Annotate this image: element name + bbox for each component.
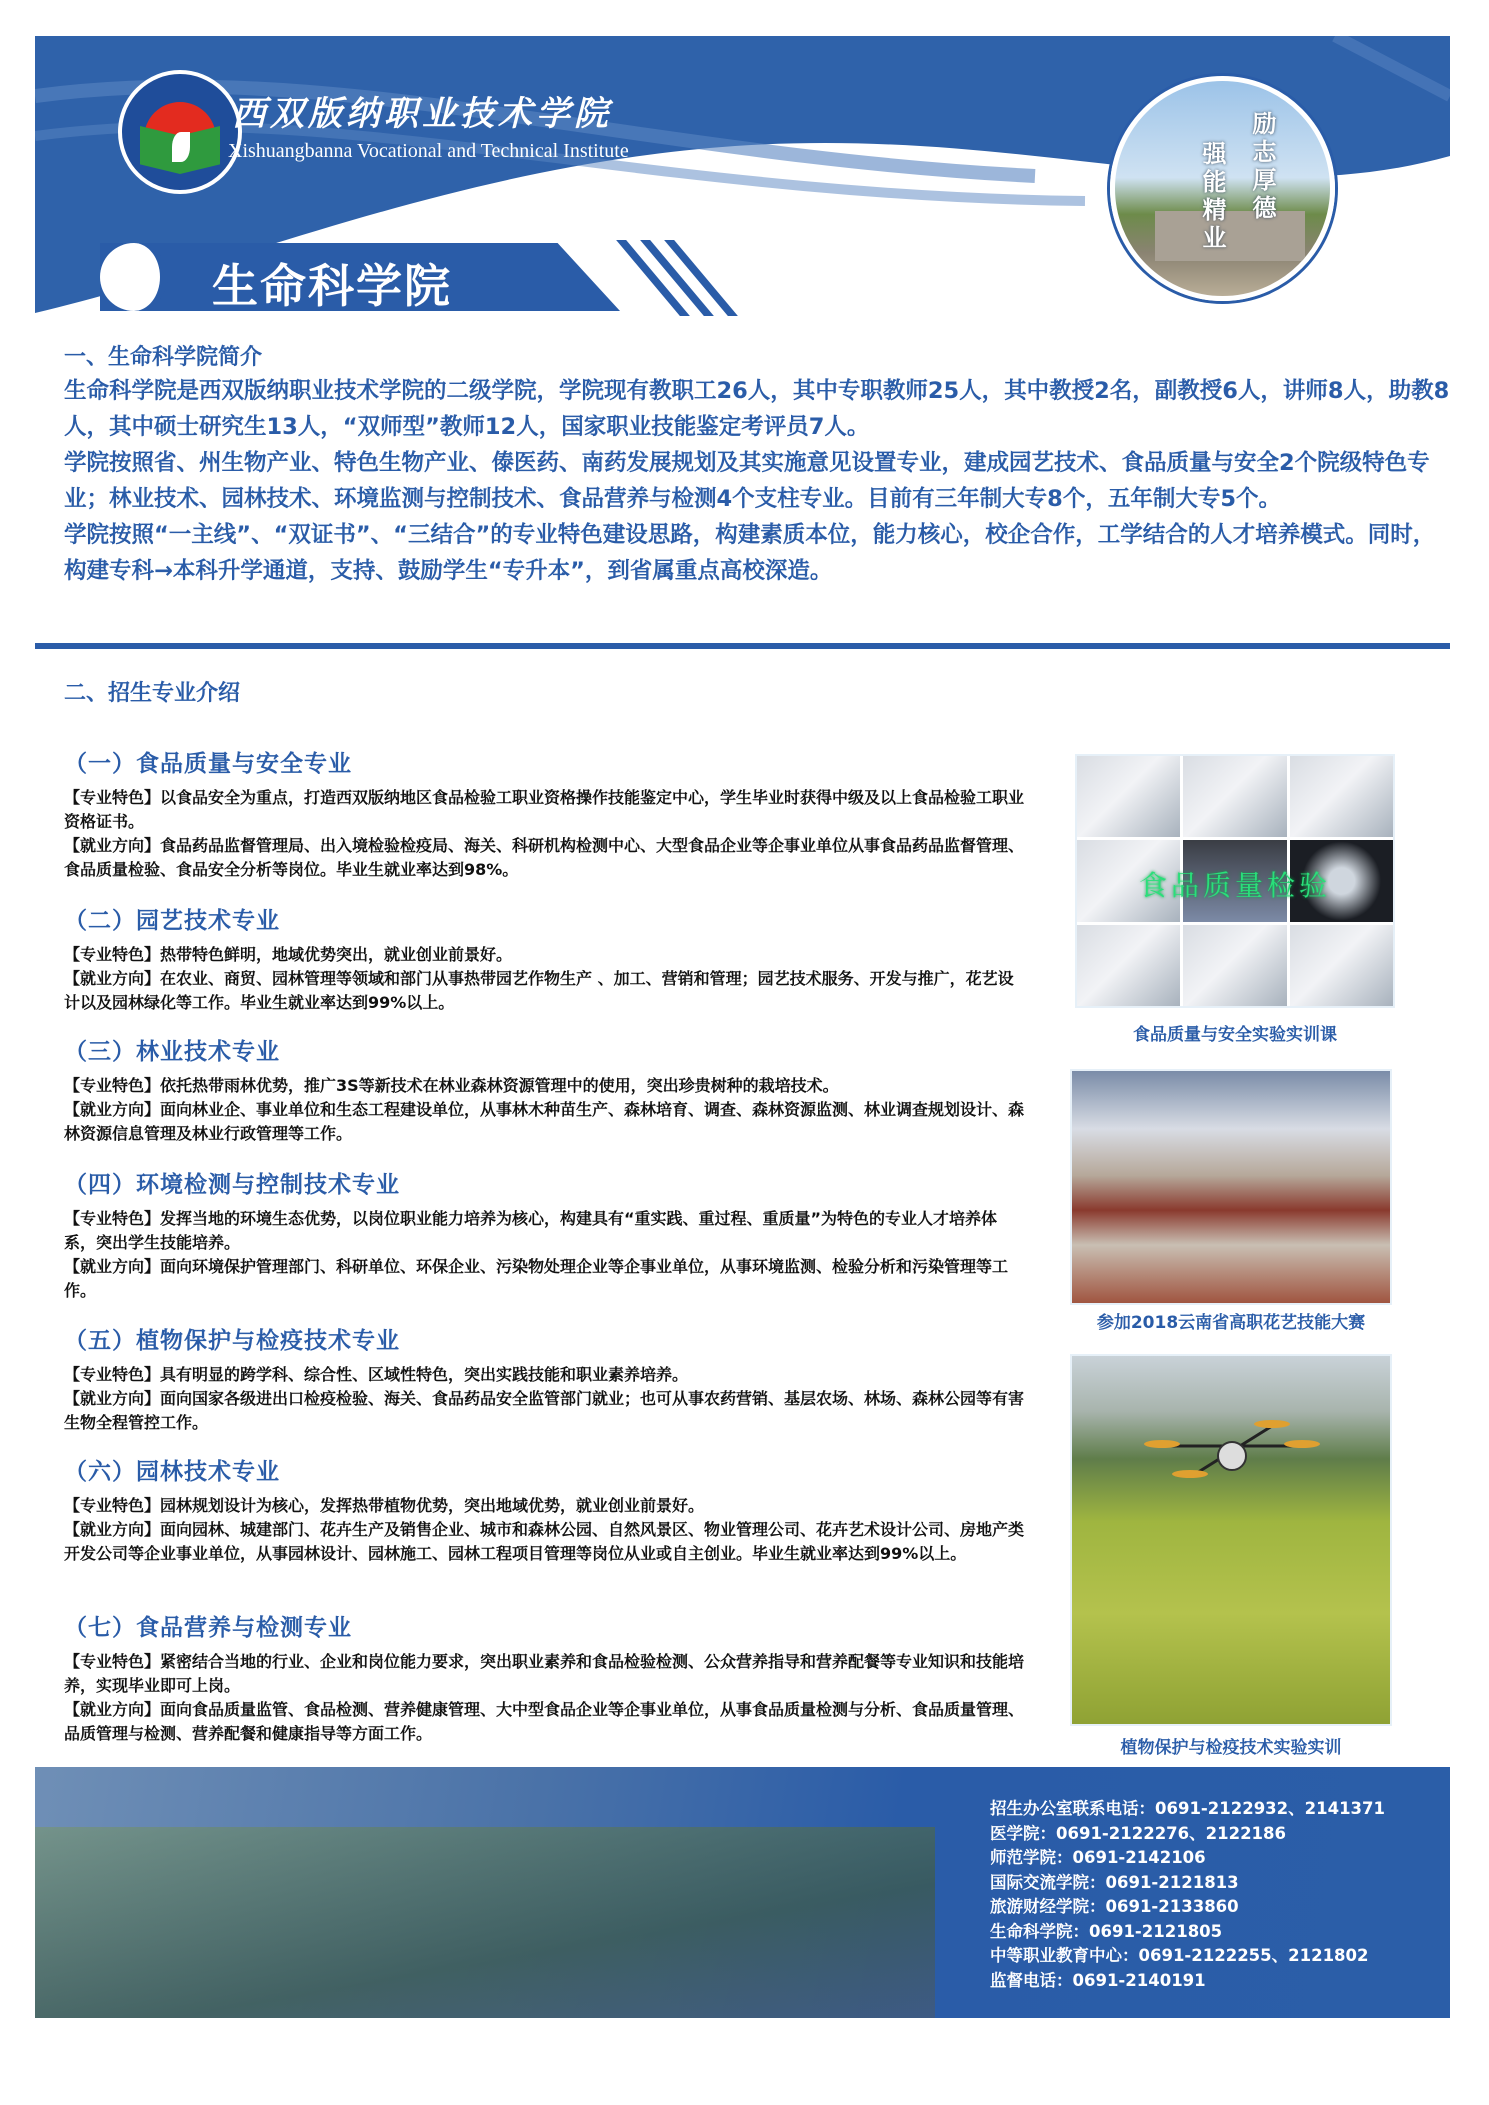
- contact-line: 生命科学院：0691-2121805: [990, 1921, 1223, 1941]
- major-item: [64, 1033, 1029, 1146]
- intro-heading: 一、生命科学院简介: [64, 345, 263, 370]
- drone-icon: [1072, 1356, 1392, 1726]
- major-career: 【就业方向】食品药品监督管理局、出入境检验检疫局、海关、科研机构检测中心、大型食品企业等企事业单位从事食品药品监督管理、食品质量检验、食品安全分析等岗位。毕业生就业率达到98%。: [64, 836, 1025, 879]
- campus-aerial-image: [35, 1827, 935, 2018]
- major-title: （六）园林技术专业: [64, 1459, 280, 1485]
- intro-paragraph: 生命科学院是西双版纳职业技术学院的二级学院，学院现有教职工26人，其中专职教师25人，其中教授2名，副教授6人，讲师8人，助教8人，其中硕士研究生13人，“双师型”教师12人，国家职业技能鉴定考评员7人。: [64, 378, 1450, 440]
- photo-floral-contest: [1070, 1069, 1392, 1305]
- major-feature: 【专业特色】依托热带雨林优势，推广3S等新技术在林业森林资源管理中的使用，突出珍贵树种的栽培技术。: [64, 1076, 839, 1095]
- intro-body: [64, 373, 1454, 589]
- contact-line: 医学院：0691-2122276、2122186: [990, 1823, 1287, 1843]
- major-career: 【就业方向】面向食品质量监管、食品检测、营养健康管理、大中型食品企业等企事业单位，从事食品质量检测与分析、食品质量管理、品质管理与检测、营养配餐和健康指导等方面工作。: [64, 1700, 1025, 1743]
- major-title: （五）植物保护与检疫技术专业: [64, 1328, 400, 1354]
- major-item: [64, 1609, 1029, 1746]
- major-item: [64, 902, 1029, 1015]
- intro-paragraph: 学院按照“一主线”、“双证书”、“三结合”的专业特色建设思路，构建素质本位，能力核心，校企合作，工学结合的人才培养模式。同时，构建专科→本科升学通道，支持、鼓励学生“专升本”，到省属重点高校深造。: [64, 522, 1436, 584]
- footer-contacts-panel: [35, 1767, 1450, 2018]
- major-item: [64, 1322, 1029, 1435]
- contact-line: 旅游财经学院：0691-2133860: [990, 1897, 1239, 1916]
- photo-caption: 参加2018云南省高职花艺技能大赛: [1096, 1313, 1366, 1333]
- photo-drone-field: [1070, 1354, 1392, 1726]
- motto-line-2: 强能精业: [1198, 141, 1226, 253]
- department-title: 生命科学院: [212, 259, 452, 313]
- major-feature: 【专业特色】园林规划设计为核心，发挥热带植物优势，突出地域优势，就业创业前景好。: [64, 1496, 705, 1515]
- contact-line: 师范学院：0691-2142106: [990, 1848, 1206, 1867]
- photo-overlay-text: 食品质量检验: [1138, 869, 1331, 902]
- motto-line-1: 励志厚德: [1248, 111, 1276, 223]
- major-title: （一）食品质量与安全专业: [64, 751, 352, 777]
- motto-badge: [1110, 76, 1335, 301]
- contact-line: 招生办公室联系电话：0691-2122932、2141371: [990, 1799, 1386, 1818]
- major-career: 【就业方向】面向园林、城建部门、花卉生产及销售企业、城市和森林公园、自然风景区、物业管理公司、花卉艺术设计公司、房地产类开发公司等企业事业单位，从事园林设计、园林施工、园林工程项目管理等岗位从业或自主创业。毕业生就业率达到99%以上。: [64, 1520, 1025, 1563]
- photo-caption: 植物保护与检疫技术实验实训: [1120, 1738, 1342, 1758]
- contact-list: [990, 1797, 1385, 1993]
- school-logo: [118, 70, 242, 194]
- major-feature: 【专业特色】以食品安全为重点，打造西双版纳地区食品检验工职业资格操作技能鉴定中心，学生毕业时获得中级及以上食品检验工职业资格证书。: [64, 788, 1025, 831]
- major-feature: 【专业特色】具有明显的跨学科、综合性、区域性特色，突出实践技能和职业素养培养。: [64, 1365, 689, 1384]
- contact-line: 监督电话：0691-2140191: [990, 1970, 1206, 1990]
- major-career: 【就业方向】面向环境保护管理部门、科研单位、环保企业、污染物处理企业等企事业单位，从事环境监测、检验分析和污染管理等工作。: [64, 1257, 1009, 1300]
- school-name-cn: 西双版纳职业技术学院: [232, 94, 612, 134]
- majors-heading: 二、招生专业介绍: [64, 681, 241, 706]
- intro-paragraph: 学院按照省、州生物产业、特色生物产业、傣医药、南药发展规划及其实施意见设置专业，建成园艺技术、食品质量与安全2个院级特色专业；林业技术、园林技术、环境监测与控制技术、食品营养与检测4个支柱专业。目前有三年制大专8个，五年制大专5个。: [64, 450, 1430, 512]
- major-career: 【就业方向】面向林业企、事业单位和生态工程建设单位，从事林木种苗生产、森林培育、调查、森林资源监测、林业调查规划设计、森林资源信息管理及林业行政管理等工作。: [64, 1100, 1025, 1143]
- contact-line: 中等职业教育中心：0691-2122255、2121802: [990, 1946, 1369, 1965]
- section-divider: [35, 643, 1450, 649]
- major-feature: 【专业特色】紧密结合当地的行业、企业和岗位能力要求，突出职业素养和食品检验检测、公众营养指导和营养配餐等专业知识和技能培养，实现毕业即可上岗。: [64, 1652, 1025, 1695]
- major-title: （四）环境检测与控制技术专业: [64, 1172, 400, 1198]
- major-career: 【就业方向】面向国家各级进出口检疫检验、海关、食品药品安全监管部门就业；也可从事农药营销、基层农场、林场、森林公园等有害生物全程管控工作。: [64, 1389, 1025, 1432]
- major-feature: 【专业特色】热带特色鲜明，地域优势突出，就业创业前景好。: [64, 945, 513, 964]
- major-feature: 【专业特色】发挥当地的环境生态优势，以岗位职业能力培养为核心，构建具有“重实践、重过程、重质量”为特色的专业人才培养体系，突出学生技能培养。: [64, 1209, 998, 1252]
- photo-caption: 食品质量与安全实验实训课: [1133, 1025, 1337, 1045]
- school-name-en: Xishuangbanna Vocational and Technical Institute: [228, 140, 629, 162]
- contact-line: 国际交流学院：0691-2121813: [990, 1872, 1239, 1892]
- major-item: [64, 745, 1029, 882]
- photo-food-lab: [1075, 754, 1395, 1008]
- major-title: （七）食品营养与检测专业: [64, 1615, 352, 1641]
- major-item: [64, 1166, 1029, 1303]
- major-title: （二）园艺技术专业: [64, 908, 280, 934]
- major-item: [64, 1453, 1029, 1566]
- department-banner-circle: [100, 243, 168, 311]
- major-career: 【就业方向】在农业、商贸、园林管理等领域和部门从事热带园艺作物生产 、加工、营销和管理；园艺技术服务、开发与推广，花艺设计以及园林绿化等工作。毕业生就业率达到99%以上。: [64, 969, 1014, 1012]
- major-title: （三）林业技术专业: [64, 1039, 280, 1065]
